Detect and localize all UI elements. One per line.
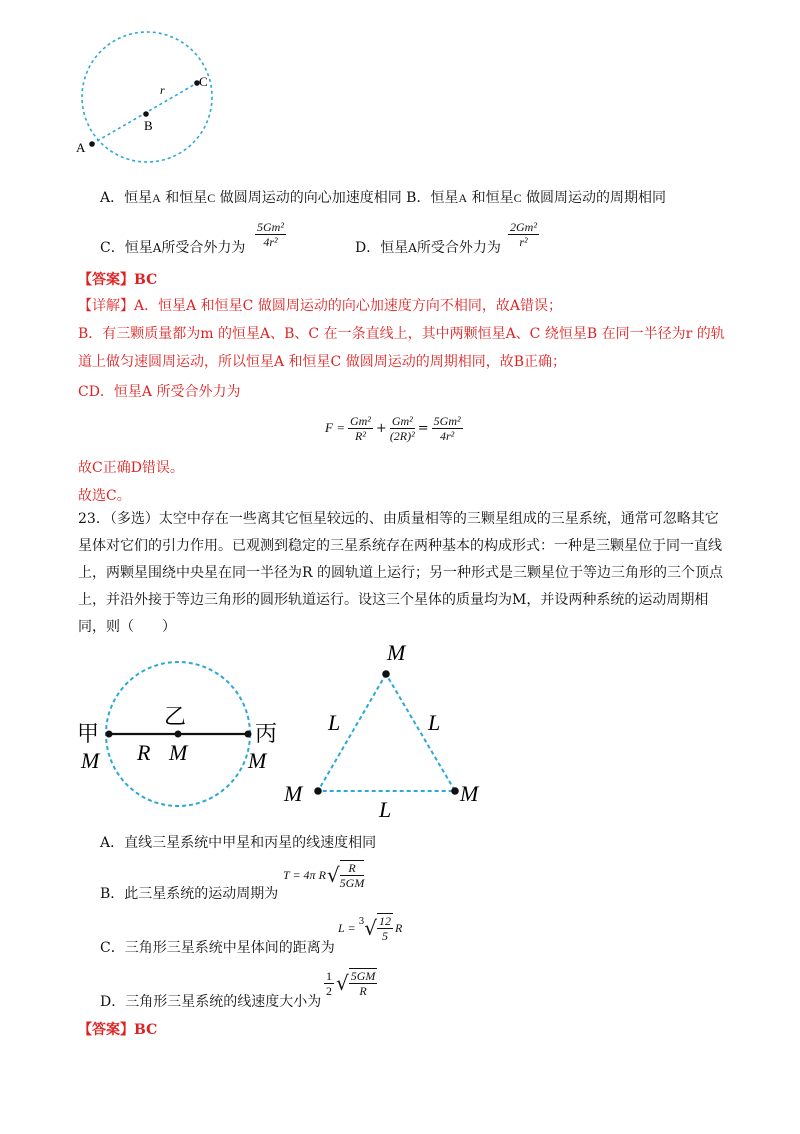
q23-option-d: D．三角形三星系统的线速度大小为	[100, 994, 322, 1010]
q23-option-d-formula: $\frac{1}{2}$ √ $\frac{5GM}{R}$	[326, 968, 376, 998]
q22-conclusion-1: 故C正确D错误。	[78, 460, 184, 476]
q22-options-ab	[100, 188, 666, 208]
label-M-left: M	[81, 748, 100, 773]
q23-option-c-formula: L = 3 √ $\frac{12}{5}$ R	[338, 914, 403, 943]
q23-line-3: 上，两颗星围绕中央星在同一半径为R 的圆轨道上运行；另一种形式是三颗星位于等边三角形的三个顶点	[78, 565, 723, 581]
q23-option-a: A．直线三星系统中甲星和丙星的线速度相同	[100, 835, 377, 851]
q23-option-c: C．三角形三星系统中星体间的距离为	[100, 940, 335, 956]
label-M-bottom-left: M	[284, 781, 303, 806]
q22-option-a: A．恒星A 和恒星C 做圆周运动的向心加速度相同	[100, 190, 402, 206]
q22-explain-3: 道上做匀速圆周运动，所以恒星A 和恒星C 做圆周运动的周期相同，故B正确；	[78, 354, 567, 370]
q22-explain-1: 【详解】A．恒星A 和恒星C 做圆周运动的向心加速度方向不相同，故A错误；	[78, 298, 562, 314]
label-jia: 甲	[77, 721, 100, 746]
label-M-top: M	[387, 640, 406, 665]
label-R: R	[137, 740, 151, 765]
q22-option-d: D．恒星A所受合外力为	[355, 240, 501, 256]
q22-option-d-fraction: $\frac{\text{2Gm²}}{\text{r²}}$	[510, 220, 537, 249]
q22-option-c: C．恒星A所受合外力为	[100, 240, 246, 256]
q23-option-b: B．此三星系统的运动周期为	[100, 886, 279, 902]
label-B: B	[144, 118, 153, 133]
q22-option-c-fraction: $\frac{\text{5Gm²}}{\text{4r²}}$	[257, 220, 284, 249]
q23-line-5: 同，则（ ）	[78, 619, 176, 635]
q22-conclusion-2: 故选C。	[78, 488, 131, 504]
q23-option-b-formula: T = 4π R √ $\frac{R}{5GM}$	[283, 861, 365, 890]
label-A: A	[76, 140, 86, 155]
label-bing: 丙	[255, 721, 278, 746]
figure-line-system	[75, 660, 295, 810]
figure-triangle-system	[280, 638, 500, 823]
q22-explain-2: B．有三颗质量都为m 的恒星A、B、C 在一条直线上，其中两颗恒星A、C 绕恒星B 在同一半径为r 的轨	[78, 326, 725, 342]
label-L-bottom: L	[379, 797, 392, 822]
q23-stem	[78, 506, 728, 641]
label-M-bottom-right: M	[460, 781, 479, 806]
label-C: C	[199, 74, 208, 89]
q22-explain-4: CD．恒星A 所受合外力为	[78, 384, 241, 400]
q23-answer: 【答案】BC	[78, 1022, 158, 1038]
q23-line-2: 星体对它们的引力作用。已观测到稳定的三星系统存在两种基本的构成形式：一种是三颗星位于同一直线	[78, 538, 722, 554]
label-L-right: L	[428, 710, 441, 735]
label-yi: 乙	[164, 704, 187, 729]
q23-line-1: 23．（多选）太空中存在一些离其它恒星较远的、由质量相等的三颗星组成的三星系统，通常可忽略其它	[78, 511, 719, 527]
label-M-right: M	[248, 748, 267, 773]
q22-force-formula: F = $\frac{\text{Gm²}}{\text{R²}}$ + $\frac{\text{Gm²}}{\text{(2R)²}}$ = $\frac{\text{5Gm²}}{\text{4r²}}$	[325, 413, 461, 443]
q22-answer: 【答案】BC	[78, 272, 158, 288]
q23-line-4: 上，并沿外接于等边三角形的圆形轨道运行。设这三个星体的质量均为M，并设两种系统的运动周期相	[78, 592, 709, 608]
figure-three-stars-line	[70, 30, 240, 170]
label-L-left: L	[328, 710, 341, 735]
label-r: r	[160, 83, 165, 97]
label-M-center: M	[169, 740, 188, 765]
q22-option-b: B．恒星A 和恒星C 做圆周运动的周期相同	[406, 190, 667, 206]
